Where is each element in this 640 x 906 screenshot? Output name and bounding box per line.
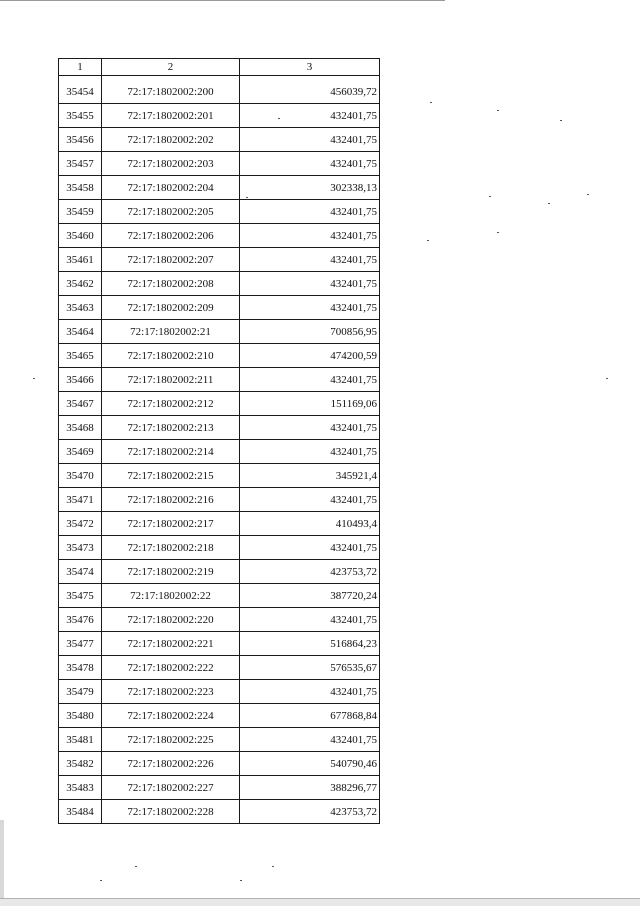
row-number-cell: 35460 bbox=[59, 224, 102, 248]
scan-speck bbox=[272, 866, 274, 867]
scan-speck bbox=[240, 880, 242, 881]
row-number-cell: 35470 bbox=[59, 464, 102, 488]
row-number-cell: 35480 bbox=[59, 704, 102, 728]
table-row bbox=[59, 584, 380, 608]
cadastral-number-cell: 72:17:1802002:216 bbox=[102, 488, 240, 512]
scan-speck bbox=[497, 232, 499, 233]
value-cell: 432401,75 bbox=[240, 152, 380, 176]
row-number-cell: 35473 bbox=[59, 536, 102, 560]
cadastral-number-cell: 72:17:1802002:208 bbox=[102, 272, 240, 296]
value-cell: 432401,75 bbox=[240, 416, 380, 440]
value-cell: 700856,95 bbox=[240, 320, 380, 344]
value-cell: 423753,72 bbox=[240, 800, 380, 824]
scan-speck bbox=[430, 102, 432, 103]
row-number-cell: 35461 bbox=[59, 248, 102, 272]
cadastral-number-cell: 72:17:1802002:215 bbox=[102, 464, 240, 488]
value-cell: 345921,4 bbox=[240, 464, 380, 488]
cadastral-number-cell: 72:17:1802002:209 bbox=[102, 296, 240, 320]
table-row bbox=[59, 704, 380, 728]
row-number-cell: 35468 bbox=[59, 416, 102, 440]
value-cell: 432401,75 bbox=[240, 440, 380, 464]
cadastral-number-cell: 72:17:1802002:228 bbox=[102, 800, 240, 824]
value-cell: 302338,13 bbox=[240, 176, 380, 200]
top-edge-rule bbox=[0, 0, 445, 1]
row-number-cell: 35462 bbox=[59, 272, 102, 296]
row-number-cell: 35483 bbox=[59, 776, 102, 800]
table-row bbox=[59, 488, 380, 512]
value-cell: 677868,84 bbox=[240, 704, 380, 728]
row-number-cell: 35463 bbox=[59, 296, 102, 320]
cadastral-number-cell: 72:17:1802002:206 bbox=[102, 224, 240, 248]
table-row bbox=[59, 344, 380, 368]
cadastral-number-cell: 72:17:1802002:225 bbox=[102, 728, 240, 752]
cadastral-number-cell: 72:17:1802002:202 bbox=[102, 128, 240, 152]
header-row bbox=[59, 59, 380, 76]
row-number-cell: 35472 bbox=[59, 512, 102, 536]
header-col-1: 1 bbox=[59, 59, 102, 76]
cadastral-number-cell: 72:17:1802002:204 bbox=[102, 176, 240, 200]
cadastral-number-cell: 72:17:1802002:212 bbox=[102, 392, 240, 416]
cadastral-value-table bbox=[58, 58, 380, 824]
scan-speck bbox=[560, 120, 562, 121]
cadastral-number-cell: 72:17:1802002:217 bbox=[102, 512, 240, 536]
table-row bbox=[59, 728, 380, 752]
table-row bbox=[59, 464, 380, 488]
table-row bbox=[59, 320, 380, 344]
row-number-cell: 35459 bbox=[59, 200, 102, 224]
value-cell: 151169,06 bbox=[240, 392, 380, 416]
cadastral-number-cell: 72:17:1802002:210 bbox=[102, 344, 240, 368]
table-row bbox=[59, 560, 380, 584]
row-number-cell: 35465 bbox=[59, 344, 102, 368]
cadastral-number-cell: 72:17:1802002:222 bbox=[102, 656, 240, 680]
value-cell: 456039,72 bbox=[240, 76, 380, 104]
header-col-2: 2 bbox=[102, 59, 240, 76]
value-cell: 432401,75 bbox=[240, 608, 380, 632]
value-cell: 474200,59 bbox=[240, 344, 380, 368]
value-cell: 432401,75 bbox=[240, 104, 380, 128]
table-row bbox=[59, 176, 380, 200]
table-row bbox=[59, 536, 380, 560]
cadastral-number-cell: 72:17:1802002:227 bbox=[102, 776, 240, 800]
scan-speck bbox=[246, 197, 248, 198]
cadastral-number-cell: 72:17:1802002:218 bbox=[102, 536, 240, 560]
value-cell: 432401,75 bbox=[240, 272, 380, 296]
cadastral-number-cell: 72:17:1802002:207 bbox=[102, 248, 240, 272]
row-number-cell: 35477 bbox=[59, 632, 102, 656]
value-cell: 432401,75 bbox=[240, 224, 380, 248]
cadastral-number-cell: 72:17:1802002:203 bbox=[102, 152, 240, 176]
value-cell: 432401,75 bbox=[240, 728, 380, 752]
scan-speck bbox=[497, 110, 499, 111]
row-number-cell: 35466 bbox=[59, 368, 102, 392]
table-row bbox=[59, 200, 380, 224]
cadastral-number-cell: 72:17:1802002:214 bbox=[102, 440, 240, 464]
row-number-cell: 35455 bbox=[59, 104, 102, 128]
value-cell: 432401,75 bbox=[240, 680, 380, 704]
scan-edge-shadow bbox=[0, 820, 4, 898]
scan-speck bbox=[278, 118, 280, 119]
value-cell: 410493,4 bbox=[240, 512, 380, 536]
table-row bbox=[59, 680, 380, 704]
row-number-cell: 35482 bbox=[59, 752, 102, 776]
value-cell: 388296,77 bbox=[240, 776, 380, 800]
table-row bbox=[59, 76, 380, 104]
table-row bbox=[59, 104, 380, 128]
scan-speck bbox=[489, 196, 491, 197]
value-cell: 432401,75 bbox=[240, 488, 380, 512]
value-cell: 432401,75 bbox=[240, 368, 380, 392]
table-row bbox=[59, 608, 380, 632]
table-row bbox=[59, 248, 380, 272]
cadastral-number-cell: 72:17:1802002:200 bbox=[102, 76, 240, 104]
row-number-cell: 35475 bbox=[59, 584, 102, 608]
row-number-cell: 35469 bbox=[59, 440, 102, 464]
value-cell: 423753,72 bbox=[240, 560, 380, 584]
cadastral-number-cell: 72:17:1802002:221 bbox=[102, 632, 240, 656]
cadastral-number-cell: 72:17:1802002:220 bbox=[102, 608, 240, 632]
cadastral-number-cell: 72:17:1802002:223 bbox=[102, 680, 240, 704]
scan-speck bbox=[135, 866, 137, 867]
cadastral-number-cell: 72:17:1802002:21 bbox=[102, 320, 240, 344]
header-col-3: 3 bbox=[240, 59, 380, 76]
row-number-cell: 35467 bbox=[59, 392, 102, 416]
cadastral-number-cell: 72:17:1802002:211 bbox=[102, 368, 240, 392]
value-cell: 432401,75 bbox=[240, 248, 380, 272]
row-number-cell: 35471 bbox=[59, 488, 102, 512]
row-number-cell: 35454 bbox=[59, 76, 102, 104]
table-row bbox=[59, 392, 380, 416]
data-table-container bbox=[58, 58, 379, 824]
scan-speck bbox=[427, 240, 429, 241]
value-cell: 432401,75 bbox=[240, 200, 380, 224]
row-number-cell: 35476 bbox=[59, 608, 102, 632]
table-row bbox=[59, 224, 380, 248]
value-cell: 432401,75 bbox=[240, 296, 380, 320]
value-cell: 540790,46 bbox=[240, 752, 380, 776]
cadastral-number-cell: 72:17:1802002:226 bbox=[102, 752, 240, 776]
table-body bbox=[59, 76, 380, 824]
table-row bbox=[59, 440, 380, 464]
table-row bbox=[59, 296, 380, 320]
cadastral-number-cell: 72:17:1802002:201 bbox=[102, 104, 240, 128]
cadastral-number-cell: 72:17:1802002:219 bbox=[102, 560, 240, 584]
row-number-cell: 35474 bbox=[59, 560, 102, 584]
value-cell: 576535,67 bbox=[240, 656, 380, 680]
row-number-cell: 35479 bbox=[59, 680, 102, 704]
scan-speck bbox=[548, 203, 550, 204]
table-header bbox=[59, 59, 380, 76]
cadastral-number-cell: 72:17:1802002:22 bbox=[102, 584, 240, 608]
table-row bbox=[59, 416, 380, 440]
table-row bbox=[59, 152, 380, 176]
scan-speck bbox=[33, 378, 35, 379]
table-row bbox=[59, 800, 380, 824]
scan-speck bbox=[606, 378, 608, 379]
row-number-cell: 35464 bbox=[59, 320, 102, 344]
row-number-cell: 35456 bbox=[59, 128, 102, 152]
table-row bbox=[59, 512, 380, 536]
cadastral-number-cell: 72:17:1802002:213 bbox=[102, 416, 240, 440]
cadastral-number-cell: 72:17:1802002:205 bbox=[102, 200, 240, 224]
cadastral-number-cell: 72:17:1802002:224 bbox=[102, 704, 240, 728]
value-cell: 516864,23 bbox=[240, 632, 380, 656]
table-row bbox=[59, 752, 380, 776]
value-cell: 432401,75 bbox=[240, 128, 380, 152]
scan-speck bbox=[100, 880, 102, 881]
table-row bbox=[59, 368, 380, 392]
value-cell: 432401,75 bbox=[240, 536, 380, 560]
table-row bbox=[59, 272, 380, 296]
table-row bbox=[59, 776, 380, 800]
scan-speck bbox=[587, 194, 589, 195]
table-row bbox=[59, 632, 380, 656]
row-number-cell: 35481 bbox=[59, 728, 102, 752]
row-number-cell: 35458 bbox=[59, 176, 102, 200]
row-number-cell: 35484 bbox=[59, 800, 102, 824]
value-cell: 387720,24 bbox=[240, 584, 380, 608]
table-row bbox=[59, 128, 380, 152]
row-number-cell: 35478 bbox=[59, 656, 102, 680]
table-row bbox=[59, 656, 380, 680]
row-number-cell: 35457 bbox=[59, 152, 102, 176]
